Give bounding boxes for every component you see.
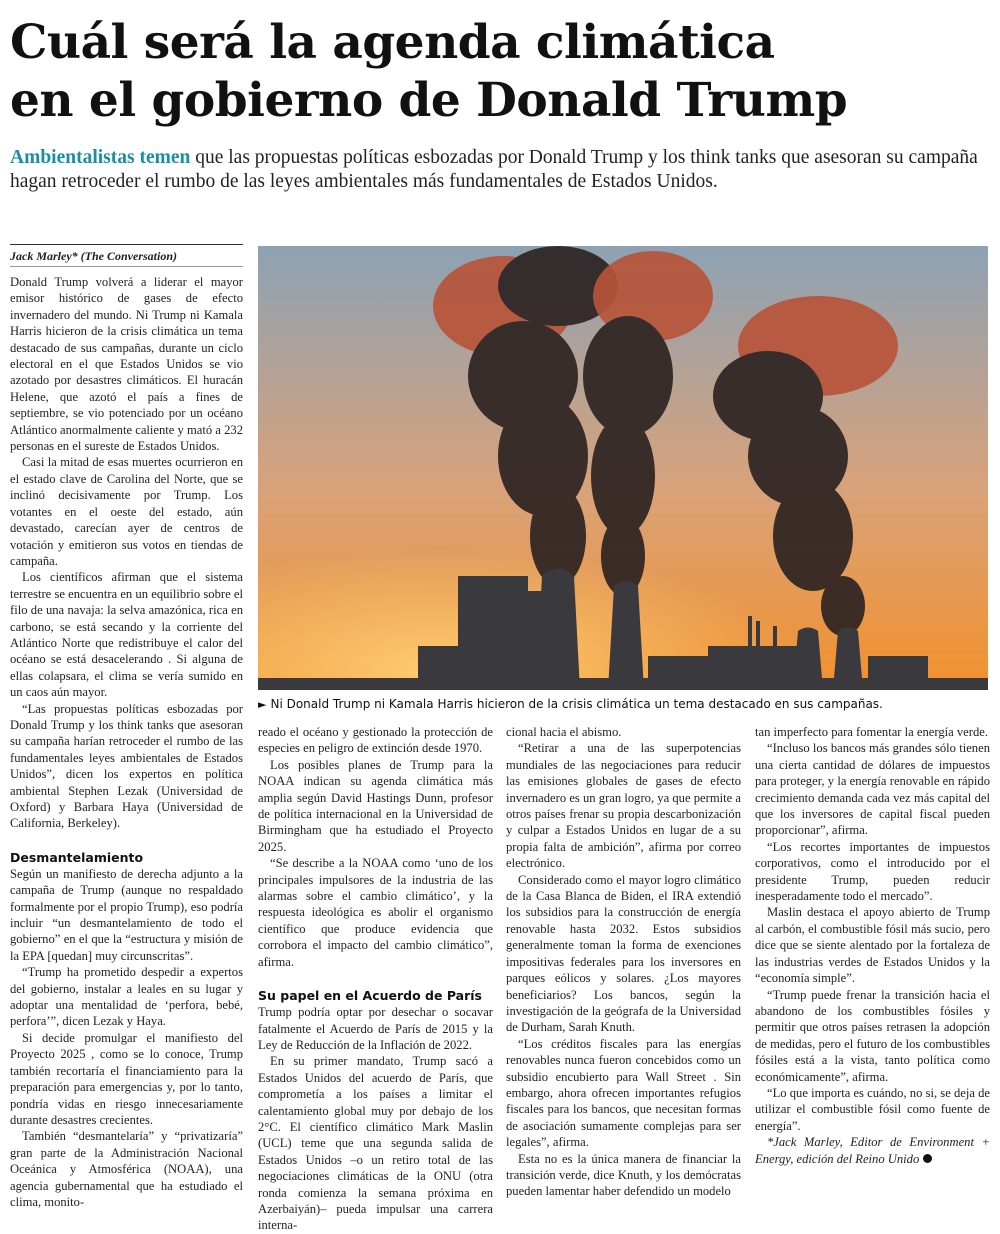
paragraph: “Lo que importa es cuándo, no si, se deja de utilizar el combustible fósil como fuente de energía”.: [755, 1085, 990, 1133]
paragraph: También “desmantelaría” y “privatizaría” gran parte de la Administración Nacional Oceánica y Atmosférica (NOAA), una agencia gubernamental que ha estudiado el clima, monito-: [10, 1129, 243, 1209]
paragraph: “Trump ha prometido despedir a expertos del gobierno, instalar a leales en su lugar y adoptar una mentalidad de ‘perfora, bebé, perfora’”, dicen Lezak y Haya.: [10, 965, 243, 1029]
paragraph: Si decide promulgar el manifiesto del Proyecto 2025 , como se lo conoce, Trump también recortaría el financiamiento para la preparación para emergencias y, por lo tanto, pondría vidas en riesgo innecesariamente durante desastres crecientes.: [10, 1030, 243, 1127]
caption-arrow-icon: ►: [258, 698, 267, 711]
byline: Jack Marley* (The Conversation): [10, 249, 177, 263]
byline-rule-bottom: [10, 266, 243, 267]
paragraph: reado el océano y gestionado la protección de especies en peligro de extinción desde 1970.: [258, 725, 493, 756]
paragraph: Considerado como el mayor logro climático de la Casa Blanca de Biden, el IRA extendió los subsidios para la construcción de energía renovable hasta 2032. Estos subsidios generalmente toman la forma de exenciones impositivas federales para los inversores en parques eólicos y solares. ¿Los mayores beneficiarios? Los bancos, según la investigación de la geógrafa de la Universidad de Durham, Sarah Knuth.: [506, 872, 741, 1035]
end-mark-icon: [923, 1154, 932, 1163]
photo-caption: [258, 697, 988, 711]
paragraph: Casi la mitad de esas muertes ocurrieron en el estado clave de Carolina del Norte, que se inclinó decisivamente por Trump. Los votantes en el oeste del estado, aún devastado, carecían ayer de centros de votación y emitieron sus votos en tiendas de campaña.: [10, 455, 243, 568]
author-note: [755, 1134, 990, 1167]
paragraph: “Se describe a la NOAA como ‘uno de los principales impulsores de la industria de las alarmas sobre el cambio climático’, y la respuesta ideológica es abolir el organismo científico que produce evidencia que corrobora el impacto del cambio climático”, afirma.: [258, 856, 493, 969]
paragraph: “Trump puede frenar la transición hacia el abandono de los combustibles fósiles y permitir que otros países retrasen la adopción de medidas, pero el futuro de los combustibles fósiles está a la vista, tanto política como económicamente”, afirma.: [755, 987, 990, 1084]
photo-illustration: [258, 246, 988, 690]
paragraph: “Los créditos fiscales para las energías renovables nunca fueron concebidos como un subsidio encubierto para Wall Street . Sin embargo, ahora ofrecen importantes refugios fiscales para los bancos, que necesitan formas de asociación sumamente complejas para ser legales”, afirma.: [506, 1036, 741, 1150]
paragraph: Según un manifiesto de derecha adjunto a la campaña de Trump (aunque no respaldado formalmente por el propio Trump), eso podría incluir “un desmantelamiento de todo el gobierno” en el que la “estructura y misión de la EPA [quedan] muy circunscritas”.: [10, 866, 243, 963]
standfirst: [10, 146, 985, 194]
paragraph: Trump podría optar por desechar o socavar fatalmente el Acuerdo de París de 2015 y la Ley de Reducción de la Inflación de 2022.: [258, 1005, 493, 1052]
paragraph: Los posibles planes de Trump para la NOAA indican su agenda climática más amplia según David Hastings Dunn, profesor de política internacional en la Universidad de Birmingham que ha estudiado el Proyecto 2025.: [258, 757, 493, 854]
standfirst-text: que las propuestas políticas esbozadas por Donald Trump y los think tanks que asesoran su campaña hagan retroceder el rumbo de las leyes ambientales más fundamentales de Estados Unidos.: [10, 147, 978, 192]
article-column-4: [755, 724, 990, 1167]
paragraph: tan imperfecto para fomentar la energía verde.: [755, 725, 988, 739]
paragraph: Donald Trump volverá a liderar el mayor emisor histórico de gases de efecto invernadero del mundo. Ni Trump ni Kamala Harris hicieron de la crisis climática un tema destacado de sus campañas, durante un ciclo electoral en el que Estados Unidos se vio azotado por desastres climáticos. El huracán Helene, que azotó el país a fines de septiembre, se vio potenciado por un océano Atlántico anormalmente caliente y mató a 232 personas en el sureste de Estados Unidos.: [10, 275, 243, 454]
headline: [10, 14, 990, 130]
paragraph: Esta no es la única manera de financiar la transición verde, dice Knuth, y los demócratas pueden lamentar haber defendido un modelo: [506, 1151, 741, 1199]
section-heading: Desmantelamiento: [10, 849, 144, 865]
power-plant-photo: [258, 246, 988, 690]
article-column-3: [506, 724, 741, 1200]
author-note-text: *Jack Marley, Editor de Environment + Energy, edición del Reino Unido: [755, 1135, 990, 1166]
byline-rule-top: [10, 244, 243, 245]
paragraph: En su primer mandato, Trump sacó a Estados Unidos del acuerdo de París, que comprometía a los países a limitar el calentamiento global muy por debajo de los 2°C. El científico climático Mark Maslin (UCL) teme que una segunda salida de Estados Unidos –o un retiro total de las negociaciones climáticas de la ONU (otra ronda comienza la semana próxima en Azerbaiyán)– pueda impulsar una carrera interna-: [258, 1054, 493, 1233]
paragraph: “Retirar a una de las superpotencias mundiales de las negociaciones para reducir las emisiones globales de gases de efecto invernadero es un gran logro, ya que permite a otros países frenar su propia descarbonización y culpar a Estados Unidos en lugar de a su propia falta de ambición”, afirma por correo electrónico.: [506, 741, 741, 871]
headline-line-1: Cuál será la agenda climática: [10, 15, 775, 70]
paragraph: “Los recortes importantes de impuestos corporativos, como el introducido por el presidente Trump, pueden reducir inesperadamente todo el mercado”.: [755, 839, 990, 904]
article-column-2: [258, 724, 493, 1234]
section-heading: Su papel en el Acuerdo de París: [258, 988, 482, 1004]
headline-line-2: en el gobierno de Donald Trump: [10, 73, 848, 128]
paragraph: “Incluso los bancos más grandes sólo tienen una cierta cantidad de dólares de impuestos para proteger, y la energía renovable en rápido crecimiento demanda cada vez más capital del que los inversores de capital fiscal pueden proporcionar”, afirma.: [755, 741, 990, 838]
caption-text: Ni Donald Trump ni Kamala Harris hicieron de la crisis climática un tema destacado en sus campañas.: [270, 697, 883, 711]
standfirst-lead: Ambientalistas temen: [10, 147, 191, 168]
paragraph: Los científicos afirman que el sistema terrestre se encuentra en un equilibrio sobre el filo de una navaja: la selva amazónica, rica en carbono, se está secando y la corriente del Atlántico Norte que redistribuye el calor del océano se está desacelerando . Si alguna de ellas colapsara, el clima se vería sumido en un caos aún mayor.: [10, 570, 243, 700]
paragraph: “Las propuestas políticas esbozadas por Donald Trump y los think tanks que asesoran su campaña harían retroceder el rumbo de las fundamentales leyes ambientales de Estados Unidos”, dicen los expertos en política ambiental Stephen Lezak (Universidad de Oxford) y Barbara Haya (Universidad de California, Berkeley).: [10, 701, 243, 831]
paragraph: Maslin destaca el apoyo abierto de Trump al carbón, el combustible fósil más sucio, pero dice que se siente alentado por la fortaleza de las industrias verdes de Estados Unidos y la “economía simple”.: [755, 905, 990, 986]
article-column-1: [10, 274, 243, 1210]
paragraph: cional hacia el abismo.: [506, 725, 622, 739]
